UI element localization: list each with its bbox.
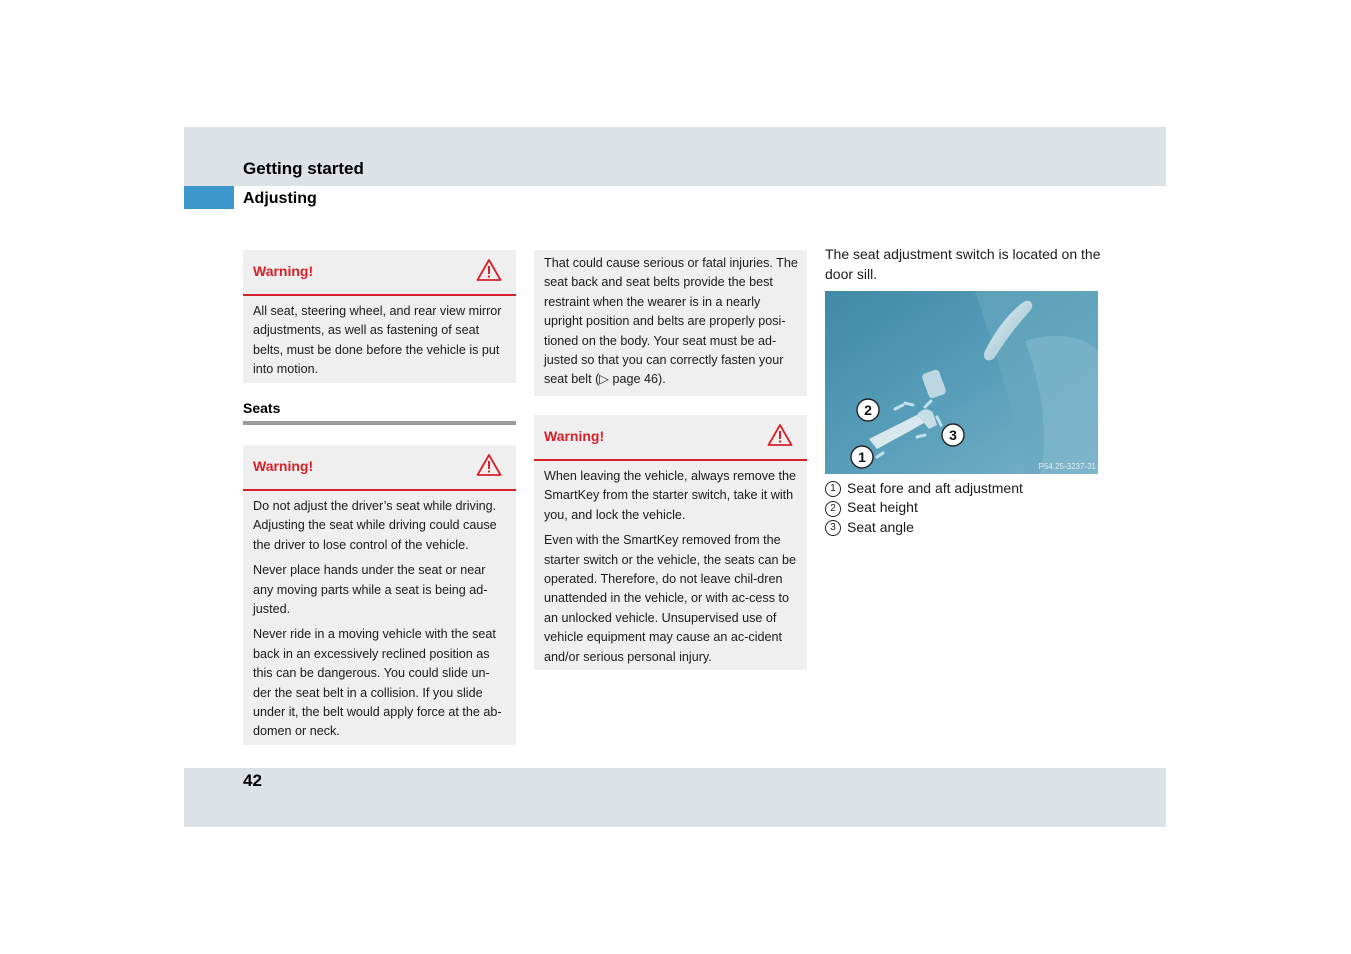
warning-header [243,445,516,491]
legend-item [825,518,1023,537]
warning-triangle-icon [476,258,502,282]
seats-heading-rule [243,421,516,425]
warning-paragraph: Never ride in a moving vehicle with the seat back in an excessively reclined position as this can be dangerous. You could slide un-der the seat belt in a collision. If you slide under it, the belt would apply force at the ab-domen or neck. [253,627,502,739]
legend-text: Seat height [847,499,918,516]
legend-item [825,498,1023,517]
warning-header [243,250,516,296]
warning-label: Warning! [253,458,314,474]
footer-band [184,768,1166,827]
switch-location-text: The seat adjustment switch is located on the door sill. [825,246,1101,282]
warning-paragraph: Do not adjust the driver’s seat while driving. Adjusting the seat while driving could cause the driver to lose control of the vehicle. [253,499,497,552]
subsection-title: Adjusting [243,190,317,207]
warning-triangle-icon [767,423,793,447]
callout-3: 3 [949,427,957,443]
legend-text: Seat angle [847,518,914,535]
warning-paragraph: Never place hands under the seat or near any moving parts while a seat is being ad-justed. [253,563,488,617]
warning-box-seats [243,445,516,745]
section-title: Getting started [243,159,364,178]
legend-text: Seat fore and aft adjustment [847,480,1023,496]
callout-2: 2 [864,402,872,418]
legend-number: 1 [825,481,841,497]
warning-paragraph: When leaving the vehicle, always remove the SmartKey from the starter switch, take it with you, and lock the vehicle. [544,469,797,522]
legend-item [825,479,1023,498]
page-number: 42 [243,771,262,790]
warning-box-adjustments [243,250,516,383]
warning-label: Warning! [253,263,314,279]
seats-heading: Seats [243,400,281,416]
section-tab-marker [184,186,234,209]
warning-continued-box [534,250,807,396]
legend-number: 2 [825,501,841,517]
warning-paragraph: Even with the SmartKey removed from the starter switch or the vehicle, the seats can be operated. Therefore, do not leave chil-dren unattended in the vehicle, or with ac-cess to an unlocked vehicle. Unsupervised use of vehicle equipment may cause an ac-cident and/or serious personal injury. [544,533,796,664]
warning-triangle-icon [476,453,502,477]
callout-legend [825,479,1023,537]
warning-header [534,415,807,461]
legend-number: 3 [825,520,841,536]
warning-label: Warning! [544,428,605,444]
warning-text: All seat, steering wheel, and rear view mirror adjustments, as well as fastening of seat belts, must be done before the vehicle is put into motion. [253,304,502,377]
warning-box-smartkey [534,415,807,670]
image-code: P54.25-3237-31 [1038,462,1096,471]
callout-1: 1 [858,449,866,465]
seat-switch-photo [825,291,1098,474]
warning-continued-text: That could cause serious or fatal injuries. The seat back and seat belts provide the best restraint when the wearer is in a nearly upright position and belts are properly posi-tioned on the body. Your seat must be ad-justed so that you can correctly fasten your seat belt (▷ page 46). [544,256,798,387]
